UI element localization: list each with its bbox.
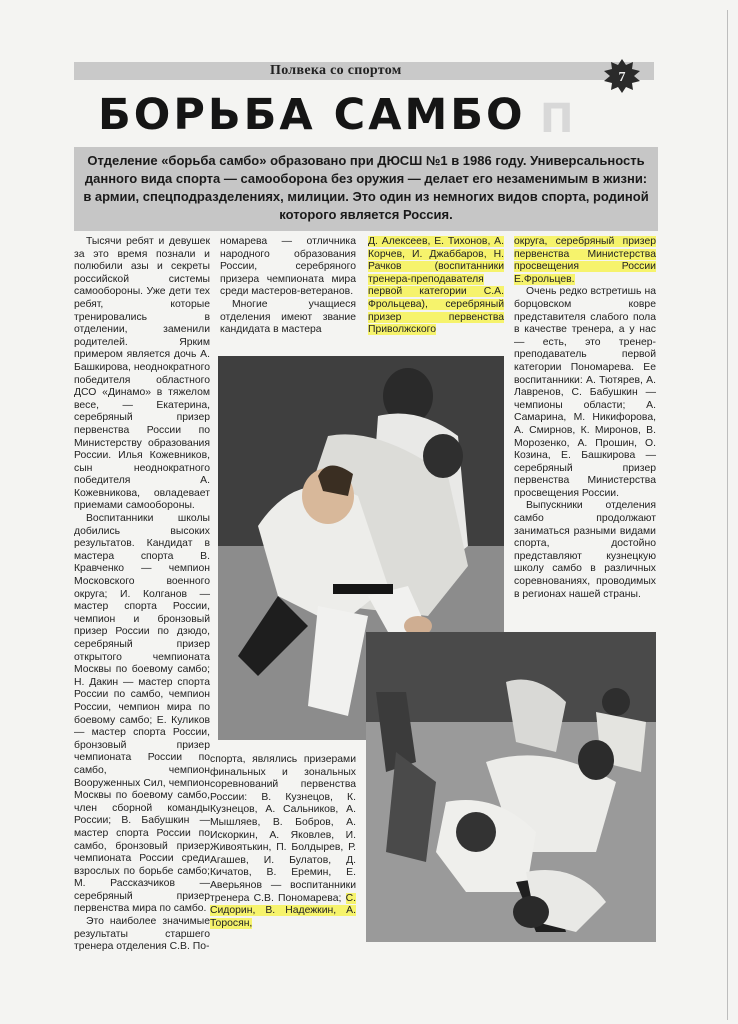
paragraph: Выпускники отделения самбо продолжают заниматься разными видами спорта, достойно представляют кузнецкую школу самбо в различных соревнованиях, проводимых в регионах нашей страны. bbox=[514, 500, 656, 600]
paragraph: Воспитанники школы добились высоких результатов. Кандидат в мастера спорта В. Кравченко — чемпион Московского военного округа; И. Колганов — мастер спорта России, чемпион и бронзовый призер России по дзюдо, серебряный призер открытого чемпионата Москвы по боевому самбо; Н. Дакин — мастер спорта России по самбо, чемпион России, чемпион мира по боевому самбо; Е. Куликов — мастер спорта России, бронзовый призер чемпионата России по самбо, чемпион Вооруженных Сил, чемпион Москвы по боевому самбо, член сборной команды России; В. Бабушкин — мастер спорта России по самбо, бронзовый призер чемпионата России среди взрослых по борьбе самбо; М. Рассказчиков — серебряный призер первенства мира по самбо. bbox=[74, 513, 210, 915]
paragraph: Это наиболее значимые результаты старшего тренера отделения С.В. По- bbox=[74, 916, 210, 953]
article-title: БОРЬБА САМБО bbox=[98, 90, 526, 140]
highlighted-text: С. Сидорин, В. Надежкин, А. Торосян, bbox=[210, 892, 357, 929]
ghost-title-bleed: П bbox=[540, 96, 576, 142]
text-column-2-bottom bbox=[210, 754, 356, 930]
highlighted-text: Д. Алексеев, Е. Тихонов, А. Корчев, И. Джаббаров, Н. Рачков (воспитанники тренера-преподавателя первой категории С.А. Фрольцева), серебряный призер первенства Приволжского bbox=[368, 236, 504, 336]
article-lead: Отделение «борьба самбо» образовано при ДЮСШ №1 в 1986 году. Универсальность данного вида спорта — самооборона без оружия — делает его незаменимым в жизни: в армии, спецподразделениях, милиции. Это один из немногих видов спорта, родиной которого является Россия. bbox=[83, 153, 649, 222]
text-column-3-top bbox=[368, 236, 504, 337]
paragraph: номарева — отличника народного образования России, серебряного призера чемпионата мира среди мастеров-ветеранов. bbox=[220, 236, 356, 298]
star-badge-icon bbox=[602, 58, 642, 94]
paragraph: спорта, являлись призерами финальных и зональных соревнований первенства России: В. Кузнецов, К. Кузнецов, А. Сальников, А. Мышляев, В. Бобров, А. Искоркин, А. Яковлев, И. Живоятькин, П. Болдырев, Р. Агашев, И. Булатов, Д. Кичатов, В. Еремин, Е. Аверьянов — воспитанники тренера С.В. Пономарева; bbox=[210, 754, 356, 904]
paragraph: Очень редко встретишь на борцовском ковре представителя слабого пола в качестве тренера, а у нас — есть, это тренер-преподаватель первой категории Пономарева. Ее воспитанники: А. Тютярев, А. Лавренов, С. Бабушкин — чемпионы области; А. Самарина, М. Никифорова, А. Смирнов, К. Миронов, В. Морозенко, А. Прошин, О. Козина, Е. Башкирова — серебряный призер первенства Министерства просвещения России. bbox=[514, 286, 656, 499]
text-column-1 bbox=[74, 236, 210, 954]
page-number: 7 bbox=[618, 70, 626, 85]
highlighted-text: округа, серебряный призер первенства Министерства просвещения России Е.Фрольцев. bbox=[514, 236, 656, 285]
page-edge bbox=[727, 10, 728, 1020]
text-column-2-top bbox=[220, 236, 356, 337]
paragraph: Тысячи ребят и девушек за это время познали и полюбили азы и секреты российской системы самообороны. Уже дети тех ребят, которые тренировались в отделении, заменили родителей. Ярким примером является дочь А. Башкирова, неоднократного победителя областного ДСО «Динамо» в тяжелом весе, — Екатерина, серебряный призер первенства России по Министерству образования России. Илья Кожевников, сын неоднократного победителя А. Кожевникова, овладевает приемами самообороны. bbox=[74, 236, 210, 512]
text-column-4 bbox=[514, 236, 656, 601]
paragraph: Многие учащиеся отделения имеют звание кандидата в мастера bbox=[220, 298, 356, 336]
photo-sambo-training bbox=[366, 632, 656, 942]
section-title: Полвека со спортом bbox=[270, 63, 402, 78]
